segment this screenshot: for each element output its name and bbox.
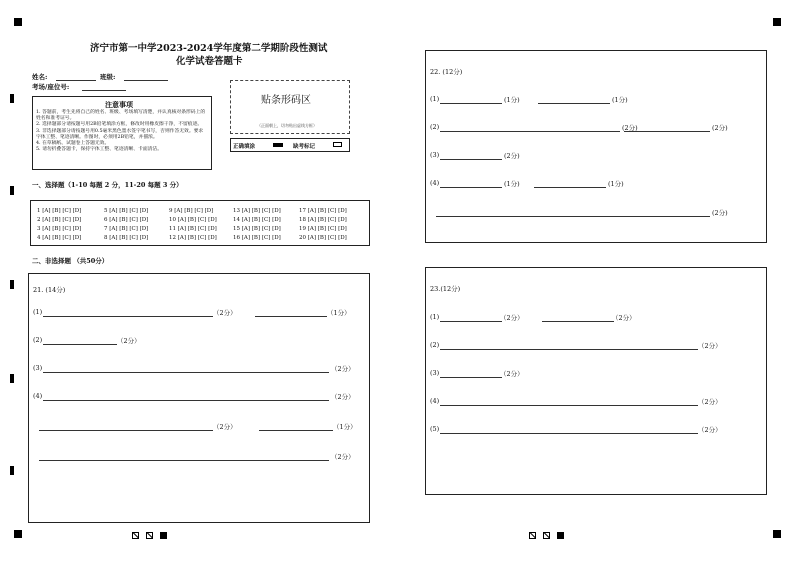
answer-line[interactable] xyxy=(43,344,117,345)
notice-list xyxy=(36,110,208,153)
choice-row[interactable]: 6 [A] [B] [C] [D] xyxy=(104,217,149,223)
page-title: 济宁市第一中学2023-2024学年度第二学期阶段性测试 xyxy=(90,43,328,54)
notice-item: 2. 选择题部分请按题号用2B铅笔填涂方框，修改时用橡皮擦干净，不留痕迹。 xyxy=(36,122,203,128)
page-marker-slash xyxy=(132,532,139,539)
q21-label: (1) xyxy=(33,308,43,316)
score-label: （2分） xyxy=(500,314,524,322)
score-label: （2分） xyxy=(213,309,237,317)
score-label: （2分） xyxy=(500,370,524,378)
page-marker-slash xyxy=(529,532,536,539)
choice-column xyxy=(169,207,217,243)
q22-label: (3) xyxy=(430,151,440,159)
registration-mark xyxy=(14,530,22,538)
page-marker-slash xyxy=(543,532,550,539)
score-label: （2分） xyxy=(698,426,722,434)
answer-line[interactable] xyxy=(440,377,502,378)
answer-line[interactable] xyxy=(436,216,710,217)
score-label: (1分) xyxy=(612,96,628,104)
choice-row[interactable]: 11 [A] [B] [C] [D] xyxy=(169,226,217,232)
choice-row[interactable]: 15 [A] [B] [C] [D] xyxy=(233,226,281,232)
barcode-note: （正面朝上，切勿贴出虚线方框） xyxy=(257,123,317,128)
room-seat-label: 考场/座位号: xyxy=(32,83,70,91)
score-label: （2分） xyxy=(331,365,355,373)
answer-line[interactable] xyxy=(542,321,614,322)
choice-column xyxy=(299,207,347,243)
name-label: 姓名: xyxy=(32,73,48,81)
q22-label: (4) xyxy=(430,179,440,187)
score-label: （1分） xyxy=(327,309,351,317)
choice-row[interactable]: 16 [A] [B] [C] [D] xyxy=(233,235,281,241)
choice-row[interactable]: 12 [A] [B] [C] [D] xyxy=(169,235,217,241)
choice-row[interactable]: 7 [A] [B] [C] [D] xyxy=(104,226,149,232)
score-label: (2分) xyxy=(712,124,728,132)
choice-column xyxy=(233,207,281,243)
score-label: (1分) xyxy=(608,180,624,188)
notice-item: 5. 请勿折叠答题卡，保持字体工整、笔迹清晰、卡面清洁。 xyxy=(36,147,163,153)
score-label: (2分) xyxy=(622,124,638,132)
choice-row[interactable]: 9 [A] [B] [C] [D] xyxy=(169,208,214,214)
choice-row[interactable]: 1 [A] [B] [C] [D] xyxy=(37,208,82,214)
answer-line[interactable] xyxy=(39,460,329,461)
class-field[interactable] xyxy=(124,80,168,81)
score-label: (1分) xyxy=(504,96,520,104)
section2-title: 二、非选择题 （共50分） xyxy=(32,257,109,265)
answer-line[interactable] xyxy=(440,321,502,322)
q23-label: (2) xyxy=(430,341,440,349)
choice-row[interactable]: 18 [A] [B] [C] [D] xyxy=(299,217,347,223)
correct-fill-sample xyxy=(273,143,283,147)
score-label: （2分） xyxy=(698,342,722,350)
score-label: (2分) xyxy=(712,209,728,217)
answer-line[interactable] xyxy=(538,103,610,104)
correct-fill-label: 正确填涂 xyxy=(233,144,256,150)
q21-label: (3) xyxy=(33,364,43,372)
fill-legend xyxy=(230,138,350,152)
answer-line[interactable] xyxy=(440,405,698,406)
name-field[interactable] xyxy=(56,80,96,81)
section1-title: 一、选择题（1-10 每题 2 分，11-20 每题 3 分） xyxy=(32,181,183,189)
q23-label: (3) xyxy=(430,369,440,377)
q23-label: (1) xyxy=(430,313,440,321)
q21-title: 21. (14分) xyxy=(33,286,66,294)
answer-line[interactable] xyxy=(440,433,698,434)
q23-title: 23.(12分) xyxy=(430,285,461,293)
choice-row[interactable]: 5 [A] [B] [C] [D] xyxy=(104,208,149,214)
q22-label: (1) xyxy=(430,95,440,103)
score-label: （2分） xyxy=(698,398,722,406)
registration-mark xyxy=(14,18,22,26)
choice-row[interactable]: 8 [A] [B] [C] [D] xyxy=(104,235,149,241)
choice-row[interactable]: 3 [A] [B] [C] [D] xyxy=(37,226,82,232)
answer-line[interactable] xyxy=(440,131,620,132)
q21-label: (2) xyxy=(33,336,43,344)
choice-column xyxy=(104,207,148,243)
answer-line[interactable] xyxy=(440,349,698,350)
choice-row[interactable]: 10 [A] [B] [C] [D] xyxy=(169,217,217,223)
absent-checkbox[interactable] xyxy=(333,142,342,147)
score-label: （2分） xyxy=(331,393,355,401)
q23-box xyxy=(425,267,767,495)
timing-mark xyxy=(10,466,14,475)
notice-item: 3. 非选择题部分请按题号用0.5毫米黑色墨水签字笔书写，否则作答无效。要求字体工整、笔迹清晰。作图时，必须用2B铅笔，并描浓。 xyxy=(36,128,204,140)
score-label: (2分) xyxy=(504,152,520,160)
answer-line[interactable] xyxy=(534,187,606,188)
answer-line[interactable] xyxy=(440,159,502,160)
choice-row[interactable]: 19 [A] [B] [C] [D] xyxy=(299,226,347,232)
q22-label: (2) xyxy=(430,123,440,131)
choice-row[interactable]: 13 [A] [B] [C] [D] xyxy=(233,208,281,214)
score-label: （2分） xyxy=(117,337,141,345)
score-label: （1分） xyxy=(333,423,357,431)
choice-row[interactable]: 20 [A] [B] [C] [D] xyxy=(299,235,347,241)
q21-label: (4) xyxy=(33,392,43,400)
registration-mark xyxy=(773,530,781,538)
class-label: 班级: xyxy=(100,73,116,81)
q22-title: 22. (12分) xyxy=(430,68,463,76)
notice-box xyxy=(32,96,212,170)
barcode-area xyxy=(230,80,350,134)
answer-line[interactable] xyxy=(440,103,502,104)
room-seat-field[interactable] xyxy=(82,90,126,91)
choice-row[interactable]: 17 [A] [B] [C] [D] xyxy=(299,208,347,214)
score-label: （2分） xyxy=(213,423,237,431)
barcode-title: 贴条形码区 xyxy=(261,95,311,106)
notice-title: 注意事项 xyxy=(105,100,133,109)
choice-column xyxy=(37,207,81,243)
page-subtitle: 化学试卷答题卡 xyxy=(176,56,243,67)
notice-item: 4. 在草稿纸、试题卷上答题无效。 xyxy=(36,141,110,147)
answer-line[interactable] xyxy=(624,131,710,132)
page-marker-slash xyxy=(146,532,153,539)
score-label: （2分） xyxy=(612,314,636,322)
notice-item: 1. 答题前，考生先将自己的姓名、班级、考场填写清楚，并认真核对条形码上的姓名和准考证号。 xyxy=(36,110,206,122)
choice-row[interactable]: 14 [A] [B] [C] [D] xyxy=(233,217,281,223)
timing-mark xyxy=(10,186,14,195)
choice-grid xyxy=(30,200,370,246)
page-marker-block xyxy=(160,532,167,539)
answer-line[interactable] xyxy=(440,187,502,188)
q21-box xyxy=(28,273,370,523)
q23-label: (4) xyxy=(430,397,440,405)
timing-mark xyxy=(10,280,14,289)
absent-label: 缺考标记 xyxy=(293,144,316,150)
registration-mark xyxy=(773,18,781,26)
score-label: （2分） xyxy=(331,453,355,461)
page-marker-block xyxy=(557,532,564,539)
answer-line[interactable] xyxy=(43,316,213,317)
choice-row[interactable]: 2 [A] [B] [C] [D] xyxy=(37,217,82,223)
score-label: (1分) xyxy=(504,180,520,188)
answer-line[interactable] xyxy=(43,372,329,373)
answer-line[interactable] xyxy=(259,430,333,431)
answer-line[interactable] xyxy=(43,400,329,401)
q22-box xyxy=(425,50,767,243)
answer-line[interactable] xyxy=(39,430,213,431)
timing-mark xyxy=(10,374,14,383)
choice-row[interactable]: 4 [A] [B] [C] [D] xyxy=(37,235,82,241)
answer-line[interactable] xyxy=(255,316,327,317)
q23-label: (5) xyxy=(430,425,440,433)
timing-mark xyxy=(10,94,14,103)
